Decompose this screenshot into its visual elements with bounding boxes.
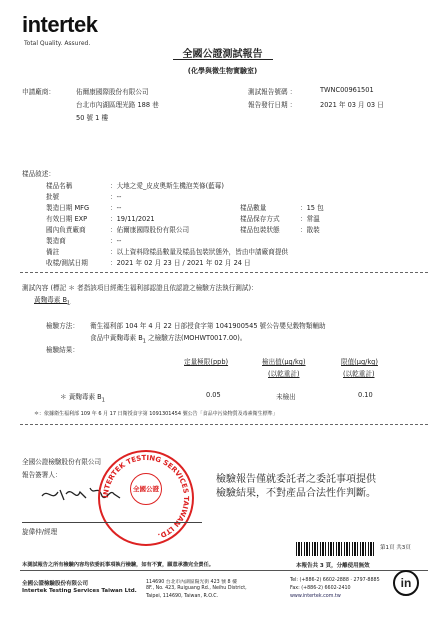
test-intro: 測試內容 (標記 ＊ 者指該項目經衛生福利部認證且依認證之檢驗方法執行測試)： [22, 284, 258, 292]
svg-text:INTERTEK TESTING SERVICES TAIW: INTERTEK TESTING SERVICES TAIWAN LTD. [101, 453, 191, 540]
divider [20, 424, 428, 425]
title-underline [173, 59, 273, 60]
sample-qty-value: ：15 包 [300, 204, 324, 212]
sample-row-value: ：-- [110, 204, 122, 212]
sample-row-label: 製造日期 MFG [46, 204, 90, 212]
col-header-limit-basis: (以乾重計) [343, 370, 375, 378]
sample-package-value: ：散裝 [300, 226, 320, 234]
footer-fax: Fax: (+886-2) 6602-2410 [290, 586, 351, 591]
footer-company-cn: 全國公證檢驗股份有限公司 [22, 581, 89, 587]
result-row-name: ＊ 黃麴毒素 $B_1$ [60, 393, 105, 404]
disclaimer-line-1: 檢驗報告僅就委託者之委託事項提供 [216, 474, 376, 485]
sample-row-label: 批號 [46, 193, 60, 201]
footer-warning: 本測試報告之所有檢驗內容均依委託事項執行檢驗，如有不實，願意承擔完全責任。 [22, 562, 214, 568]
result-row-detected: 未檢出 [276, 393, 296, 401]
signature-line [22, 522, 202, 523]
report-subtitle: (化學與微生物實驗室) [187, 67, 258, 75]
sign-company: 全國公證檢驗股份有限公司 [22, 458, 102, 466]
sample-row-label: 樣品名稱 [46, 182, 73, 190]
report-number: TWNC00961501 [320, 86, 374, 94]
intertek-emblem-icon: in [393, 570, 419, 596]
sample-row-value: ：-- [110, 193, 122, 201]
sample-row-value: ：19/11/2021 [110, 215, 155, 223]
sample-package-label: 樣品包裝狀態 [240, 226, 280, 234]
footer-address-cn: 114690 台北市內湖區陽光街 423 號 8 樓 [146, 580, 237, 585]
applicant-name: 佑爾康國際股份有限公司 [76, 88, 149, 96]
page-note: 本報告共 3 頁，分離使用無效 [296, 563, 370, 569]
sample-row-label: 有效日期 EXP [46, 215, 88, 223]
col-header-limit: 限值(μg/kg) [341, 358, 378, 366]
method-line-2: 食品中黃麴毒素 $B_1$ 之檢驗方法(MOHWT0017.00)。 [90, 334, 247, 345]
report-title: 全國公證測試報告 [182, 49, 263, 60]
method-label: 檢驗方法： [46, 322, 79, 330]
footer-tel: Tel: (+886-2) 6602-2888 · 2797-8885 [290, 578, 380, 583]
sample-row-label: 國內負責廠商 [46, 226, 86, 234]
sample-row-label: 收樣/測試日期 [46, 259, 88, 267]
result-row-loq: 0.05 [206, 391, 221, 399]
seal-center: 全國公證 [130, 473, 162, 505]
intertek-logo: intertek [22, 12, 98, 37]
footer-website-link[interactable]: www.intertek.com.tw [290, 594, 341, 599]
issue-date: 2021 年 03 月 03 日 [320, 101, 384, 109]
sample-storage-value: ：常溫 [300, 215, 320, 223]
sample-row-value: ：2021 年 02 月 23 日 / 2021 年 02 月 24 日 [110, 259, 251, 267]
applicant-address-2: 50 號 1 樓 [76, 114, 109, 122]
sample-section-label: 樣品敘述： [22, 170, 55, 178]
barcode [296, 542, 374, 556]
divider [20, 272, 428, 273]
sample-row-value: ：-- [110, 237, 122, 245]
col-header-loq: 定量極限(ppb) [184, 358, 229, 366]
result-label: 檢驗結果： [46, 346, 79, 354]
signer-title: 旋偉仲/經理 [22, 528, 58, 536]
sample-row-label: 備註 [46, 248, 60, 256]
footer-address-en-2: Taipei, 114690, Taiwan, R.O.C. [146, 594, 219, 599]
test-item: 黃麴毒素 $B_1$ [34, 296, 71, 307]
method-line-1: 衛生福利部 104 年 4 月 22 日部授食字第 1041900545 號公告嬰兒穀物類輔助 [90, 322, 326, 330]
sample-row-value: ：以上資料除樣品數量及樣品包裝狀態外，皆由申請廠商提供 [110, 248, 289, 256]
tagline: Total Quality. Assured. [24, 40, 91, 47]
footnote: ＊：依據衛生福利部 109 年 6 月 17 日衛授食字第 1091301454 號公告「食品中污染物質及毒素衛生標準」 [34, 411, 278, 417]
applicant-address-1: 台北市內湖區理光路 188 巷 [76, 101, 159, 109]
disclaimer-line-2: 檢驗結果，不對產品合法性作判斷。 [216, 488, 376, 499]
signer-label: 報告簽署人： [22, 471, 62, 479]
sample-qty-label: 樣品數量 [240, 204, 267, 212]
sample-row-value: ：佑爾康國際股份有限公司 [110, 226, 190, 234]
footer-company-en: Intertek Testing Services Taiwan Ltd. [22, 588, 137, 594]
page-number: 第1頁 共3頁 [380, 545, 411, 551]
applicant-label: 申請廠商： [22, 88, 55, 96]
footer-rule [20, 570, 428, 571]
sample-storage-label: 樣品保存方式 [240, 215, 280, 223]
col-header-detected: 檢出值(μg/kg) [262, 358, 306, 366]
footer-address-en-1: 8F., No. 423, Ruiguang Rd., Neihu District, [146, 586, 247, 591]
result-row-limit: 0.10 [358, 391, 373, 399]
sample-row-value: ：大地之愛_皮皮奧斯生機泡芙條(藍莓) [110, 182, 224, 190]
issue-date-label: 報告發行日期 ： [248, 101, 297, 109]
sample-row-label: 製造商 [46, 237, 66, 245]
report-number-label: 測試報告號碼 ： [248, 88, 297, 96]
col-header-detected-basis: (以乾重計) [268, 370, 300, 378]
